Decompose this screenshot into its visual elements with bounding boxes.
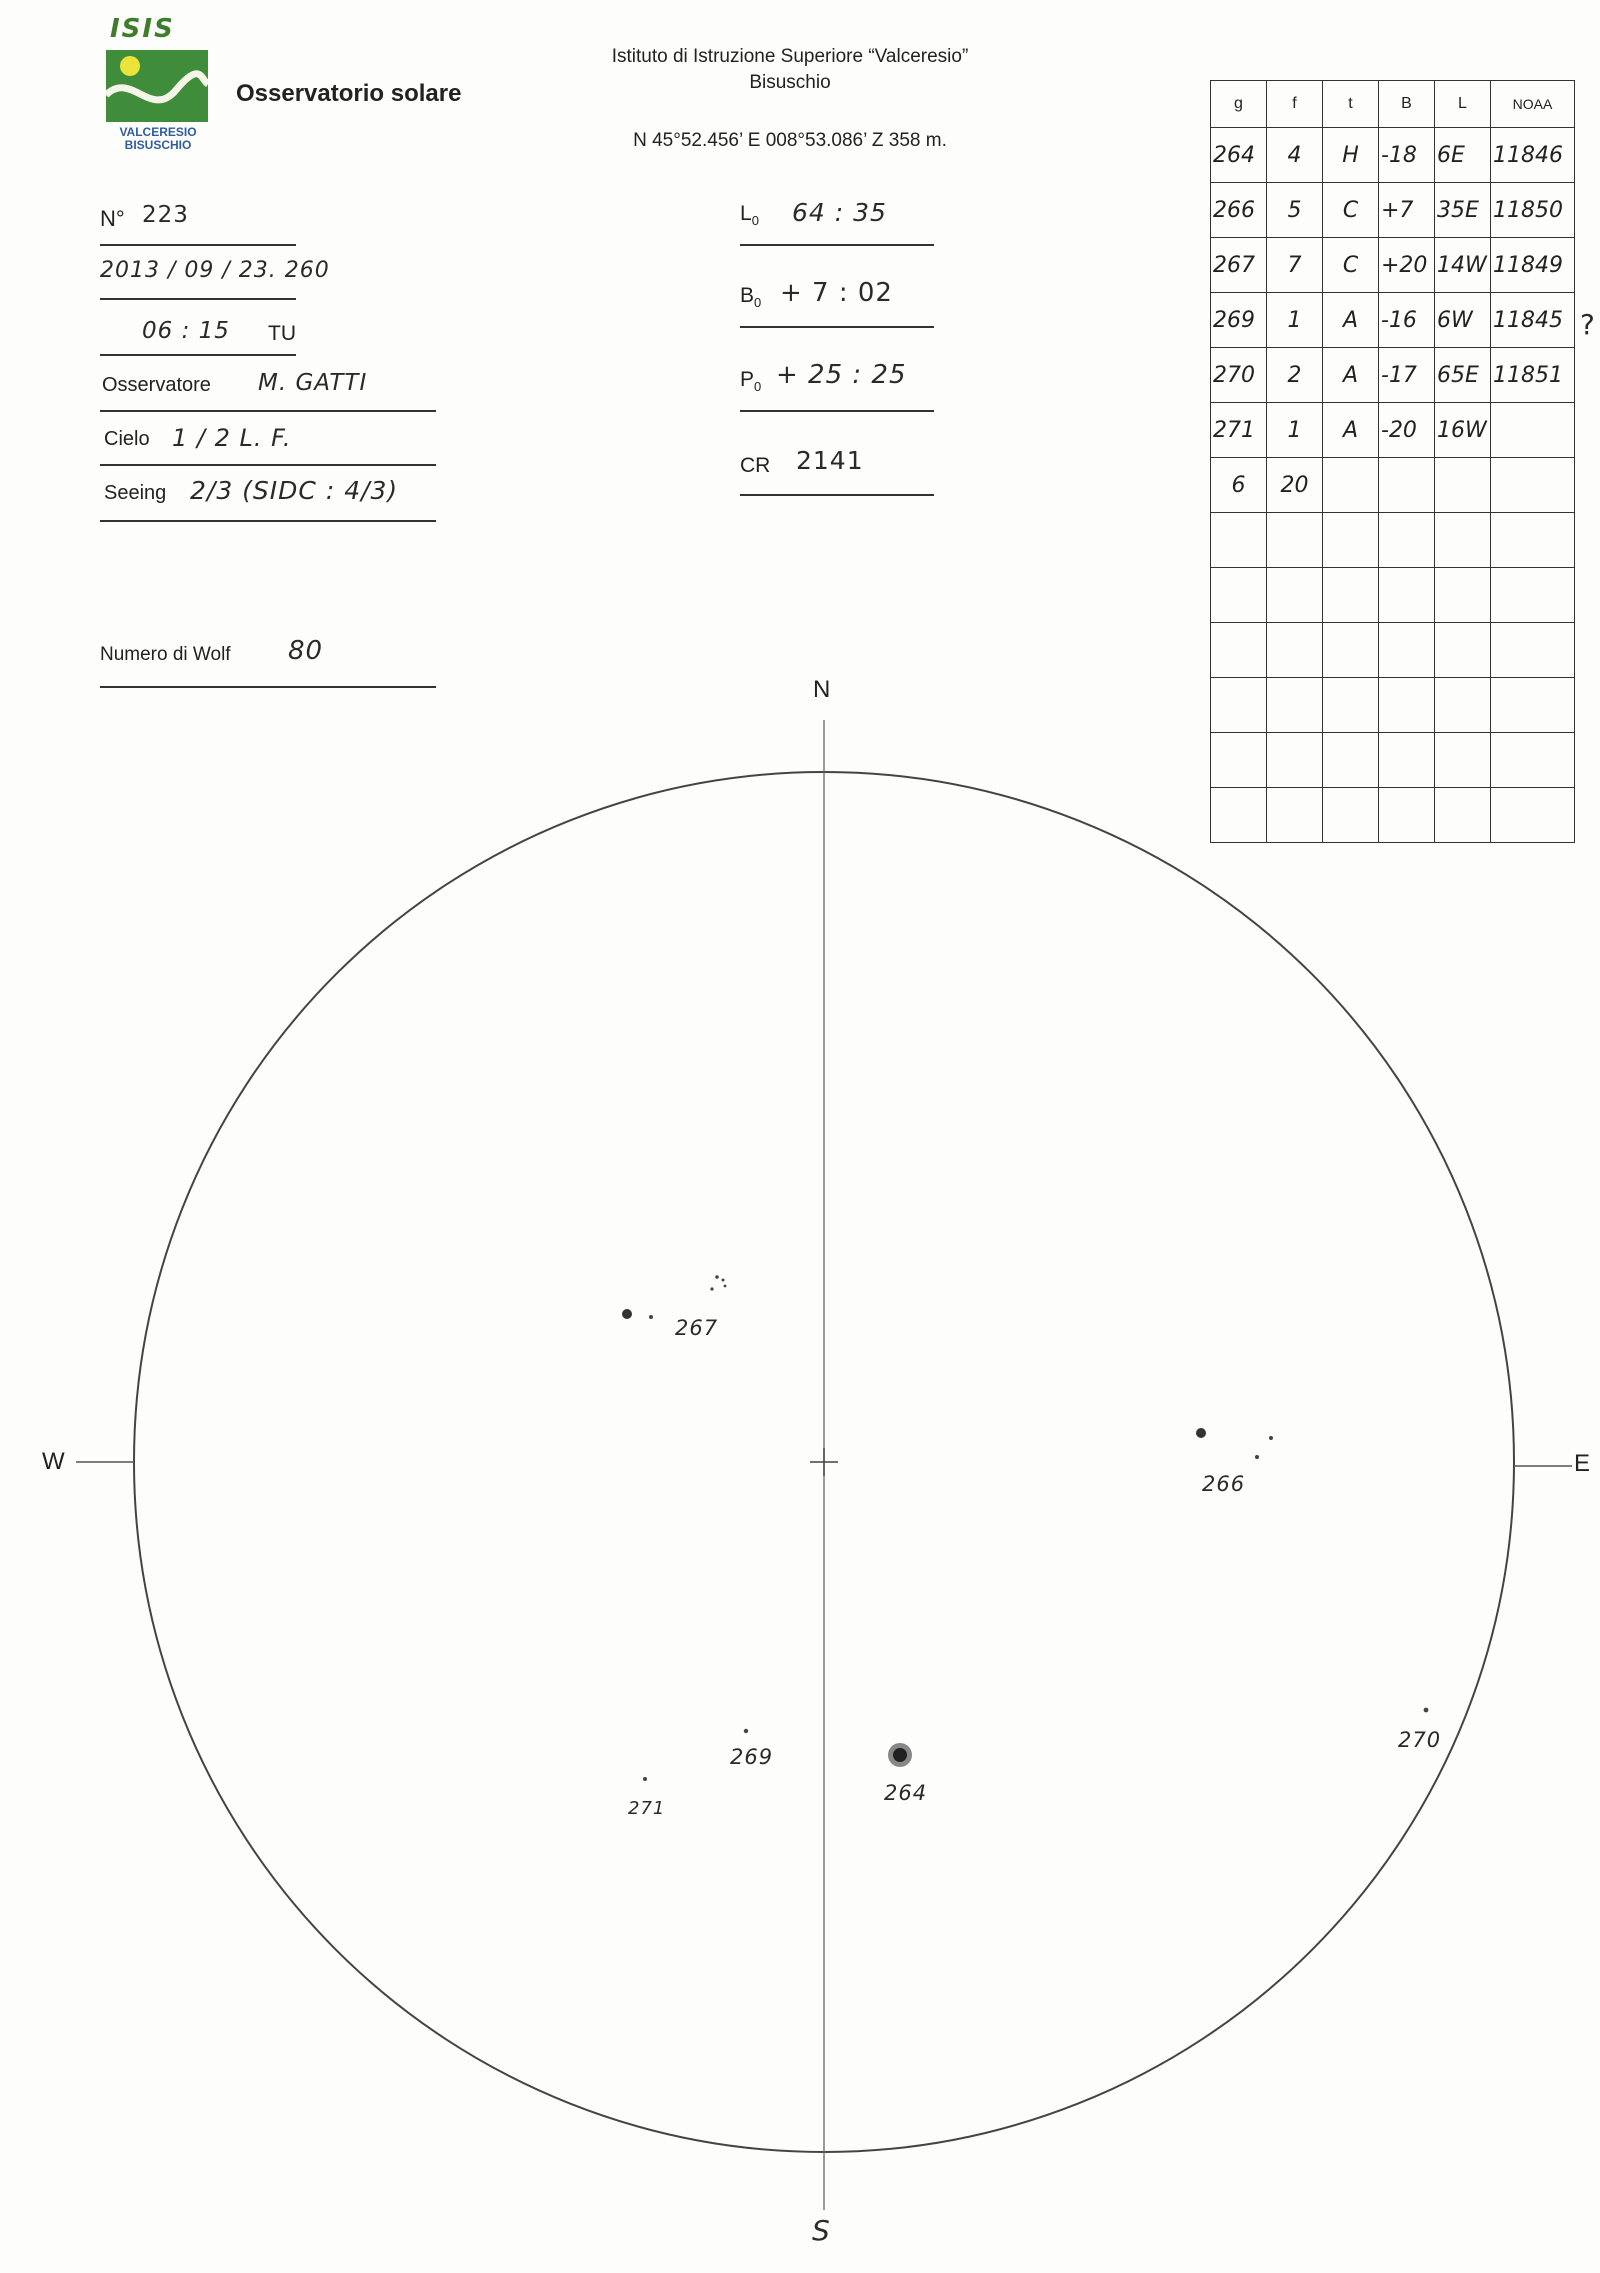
total-spots: 20: [1267, 458, 1323, 513]
sunspot-270: [1424, 1708, 1429, 1713]
cell-noaa: 11850: [1491, 183, 1575, 238]
group-label-271: 271: [628, 1798, 666, 1819]
cell-g: 266: [1211, 183, 1267, 238]
sunspot-267-spot: [722, 1279, 725, 1282]
header-t: t: [1323, 81, 1379, 128]
sunspot-266-leader: [1196, 1428, 1206, 1438]
b0-value: + 7 : 02: [780, 278, 893, 308]
sunspot-269: [744, 1729, 748, 1733]
group-label-269: 269: [730, 1745, 774, 1769]
query-mark: ?: [1580, 308, 1596, 341]
group-label-267: 267: [675, 1316, 719, 1340]
cell-b: -17: [1379, 348, 1435, 403]
sunspot-266-spot: [1269, 1436, 1273, 1440]
east-label: E: [1574, 1450, 1591, 1477]
observer-label: Osservatore: [102, 374, 211, 396]
cell-l: 14W: [1435, 238, 1491, 293]
page-title: Osservatorio solare: [236, 80, 462, 107]
cell-noaa: 11849: [1491, 238, 1575, 293]
sunspot-267-leader: [622, 1309, 632, 1319]
observation-number-label: N°: [100, 206, 125, 231]
cell-f: 1: [1267, 293, 1323, 348]
sunspot-267-spot: [724, 1285, 727, 1288]
cr-label: CR: [740, 454, 771, 477]
cell-g: 264: [1211, 128, 1267, 183]
wolf-number: 80: [288, 636, 324, 666]
north-label: N: [813, 676, 831, 703]
observation-date: 2013 / 09 / 23. 260: [100, 258, 330, 283]
group-label-270: 270: [1398, 1728, 1442, 1752]
observation-time: 06 : 15: [142, 318, 230, 344]
cell-b: -16: [1379, 293, 1435, 348]
total-groups: 6: [1211, 458, 1267, 513]
sunspot-267-follower: [649, 1315, 653, 1319]
cell-g: 270: [1211, 348, 1267, 403]
cell-t: A: [1323, 293, 1379, 348]
cell-l: 35E: [1435, 183, 1491, 238]
cell-b: -20: [1379, 403, 1435, 458]
l0-value: 64 : 35: [792, 198, 887, 227]
cell-t: C: [1323, 238, 1379, 293]
header-g: g: [1211, 81, 1267, 128]
b0-letter: B: [740, 284, 755, 307]
time-unit: TU: [268, 322, 296, 345]
cell-l: 16W: [1435, 403, 1491, 458]
cell-noaa: 11851: [1491, 348, 1575, 403]
cell-g: 271: [1211, 403, 1267, 458]
cr-value: 2141: [796, 446, 864, 475]
sunspot-264-umbra: [893, 1748, 907, 1762]
cell-g: 267: [1211, 238, 1267, 293]
cell-t: A: [1323, 348, 1379, 403]
l0-sub: 0: [751, 213, 759, 229]
sunspot-271: [643, 1777, 647, 1781]
l0-letter: L: [740, 202, 752, 225]
cell-b: +20: [1379, 238, 1435, 293]
seeing-label: Seeing: [104, 482, 167, 504]
header-noaa: NOAA: [1491, 81, 1575, 128]
observation-number: 223: [142, 202, 189, 228]
cell-b: +7: [1379, 183, 1435, 238]
logo-wordmark: ISIS: [110, 14, 175, 44]
sunspot-266-spot: [1255, 1455, 1259, 1459]
group-label-266: 266: [1202, 1472, 1246, 1496]
cell-t: C: [1323, 183, 1379, 238]
cell-noaa: 11846: [1491, 128, 1575, 183]
cell-f: 1: [1267, 403, 1323, 458]
sky-value: 1 / 2 L. F.: [172, 424, 292, 452]
observatory-coordinates: N 45°52.456’ E 008°53.086’ Z 358 m.: [633, 130, 947, 151]
cell-l: 6W: [1435, 293, 1491, 348]
logo-caption-line2: BISUSCHIO: [124, 138, 192, 152]
sky-label: Cielo: [104, 428, 150, 450]
cell-t: H: [1323, 128, 1379, 183]
cell-b: -18: [1379, 128, 1435, 183]
header-f: f: [1267, 81, 1323, 128]
header-l: L: [1435, 81, 1491, 128]
cell-f: 7: [1267, 238, 1323, 293]
cell-t: A: [1323, 403, 1379, 458]
p0-letter: P: [740, 368, 755, 391]
institute-town: Bisuschio: [749, 72, 831, 93]
cell-f: 4: [1267, 128, 1323, 183]
west-label: W: [42, 1448, 65, 1475]
seeing-value: 2/3 (SIDC : 4/3): [190, 476, 399, 505]
cell-noaa: 11845: [1491, 293, 1575, 348]
institute-name: Istituto di Istruzione Superiore “Valceresio”: [611, 46, 969, 67]
p0-value: + 25 : 25: [776, 360, 907, 390]
header-b: B: [1379, 81, 1435, 128]
observer-name: M. GATTI: [258, 370, 368, 396]
cell-l: 6E: [1435, 128, 1491, 183]
wolf-label: Numero di Wolf: [100, 644, 231, 665]
b0-sub: 0: [754, 295, 762, 311]
south-label: S: [812, 2214, 831, 2247]
p0-sub: 0: [754, 379, 762, 395]
sunspot-267-spot: [710, 1287, 713, 1290]
cell-f: 2: [1267, 348, 1323, 403]
logo-caption-line1: VALCERESIO: [119, 125, 197, 139]
sunspot-267-spot: [715, 1275, 719, 1279]
cell-f: 5: [1267, 183, 1323, 238]
group-label-264: 264: [884, 1781, 928, 1805]
cell-l: 65E: [1435, 348, 1491, 403]
cell-g: 269: [1211, 293, 1267, 348]
